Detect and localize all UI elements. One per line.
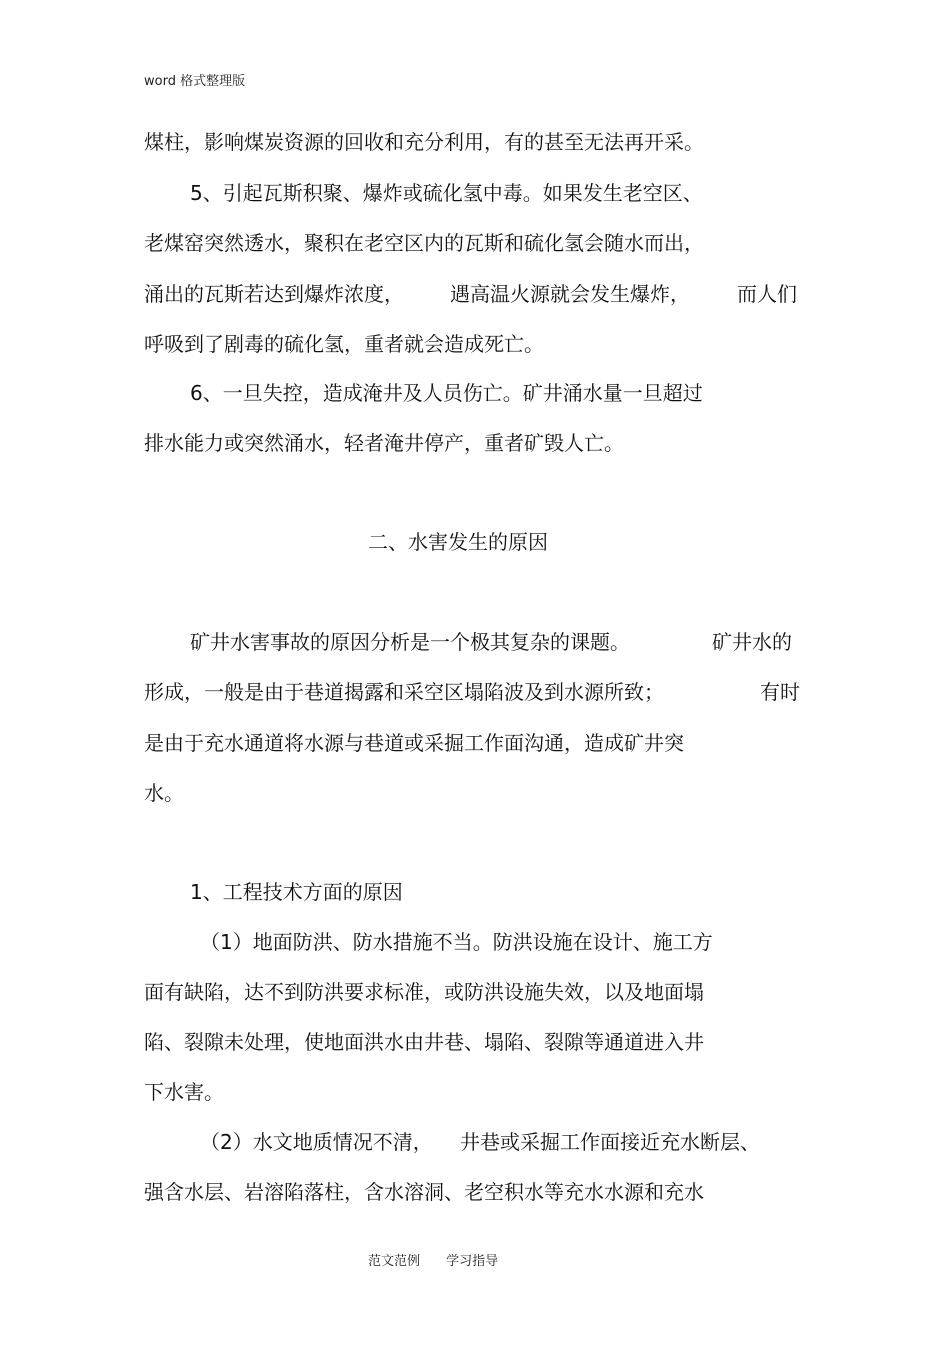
paragraph-line: 面有缺陷，达不到防洪要求标准，或防洪设施失效，以及地面塌 [144, 980, 704, 1004]
paragraph-line: 6、一旦失控，造成淹井及人员伤亡。矿井涌水量一旦超过 [190, 381, 703, 405]
paragraph-line: 矿井水的 [712, 630, 792, 654]
paragraph-line: 呼吸到了剧毒的硫化氢，重者就会造成死亡。 [144, 332, 544, 356]
paragraph-line: 水。 [144, 781, 184, 805]
paragraph-line: （2）水文地质情况不清， [200, 1130, 433, 1154]
section-heading: 二、水害发生的原因 [368, 530, 548, 554]
paragraph-line: （1）地面防洪、防水措施不当。防洪设施在设计、施工方 [200, 930, 713, 954]
paragraph-line: 形成，一般是由于巷道揭露和采空区塌陷波及到水源所致； [144, 680, 664, 704]
paragraph-line: 遇高温火源就会发生爆炸， [450, 282, 690, 306]
paragraph-line: 强含水层、岩溶陷落柱，含水溶洞、老空积水等充水水源和充水 [144, 1180, 704, 1204]
paragraph-line: 有时 [760, 680, 800, 704]
paragraph-line: 5、引起瓦斯积聚、爆炸或硫化氢中毒。如果发生老空区、 [190, 181, 703, 205]
subsection-heading: 1、工程技术方面的原因 [190, 880, 403, 904]
paragraph-line: 排水能力或突然涌水，轻者淹井停产，重者矿毁人亡。 [144, 431, 624, 455]
paragraph-line: 下水害。 [144, 1080, 224, 1104]
paragraph-line: 是由于充水通道将水源与巷道或采掘工作面沟通，造成矿井突 [144, 731, 684, 755]
paragraph-line: 而人们 [737, 282, 797, 306]
paragraph-line: 陷、裂隙未处理，使地面洪水由井巷、塌陷、裂隙等通道进入井 [144, 1030, 704, 1054]
footer-right-text: 学习指导 [446, 1254, 499, 1269]
paragraph-line: 老煤窑突然透水，聚积在老空区内的瓦斯和硫化氢会随水而出， [144, 231, 704, 255]
paragraph-line: 煤柱，影响煤炭资源的回收和充分利用，有的甚至无法再开采。 [144, 130, 704, 154]
footer-left-text: 范文范例 [368, 1254, 421, 1269]
page-header: word 格式整理版 [144, 74, 246, 89]
page-footer [368, 1250, 520, 1269]
paragraph-line: 矿井水害事故的原因分析是一个极其复杂的课题。 [190, 630, 630, 654]
paragraph-line: 涌出的瓦斯若达到爆炸浓度， [144, 282, 404, 306]
paragraph-line: 井巷或采掘工作面接近充水断层、 [460, 1130, 760, 1154]
